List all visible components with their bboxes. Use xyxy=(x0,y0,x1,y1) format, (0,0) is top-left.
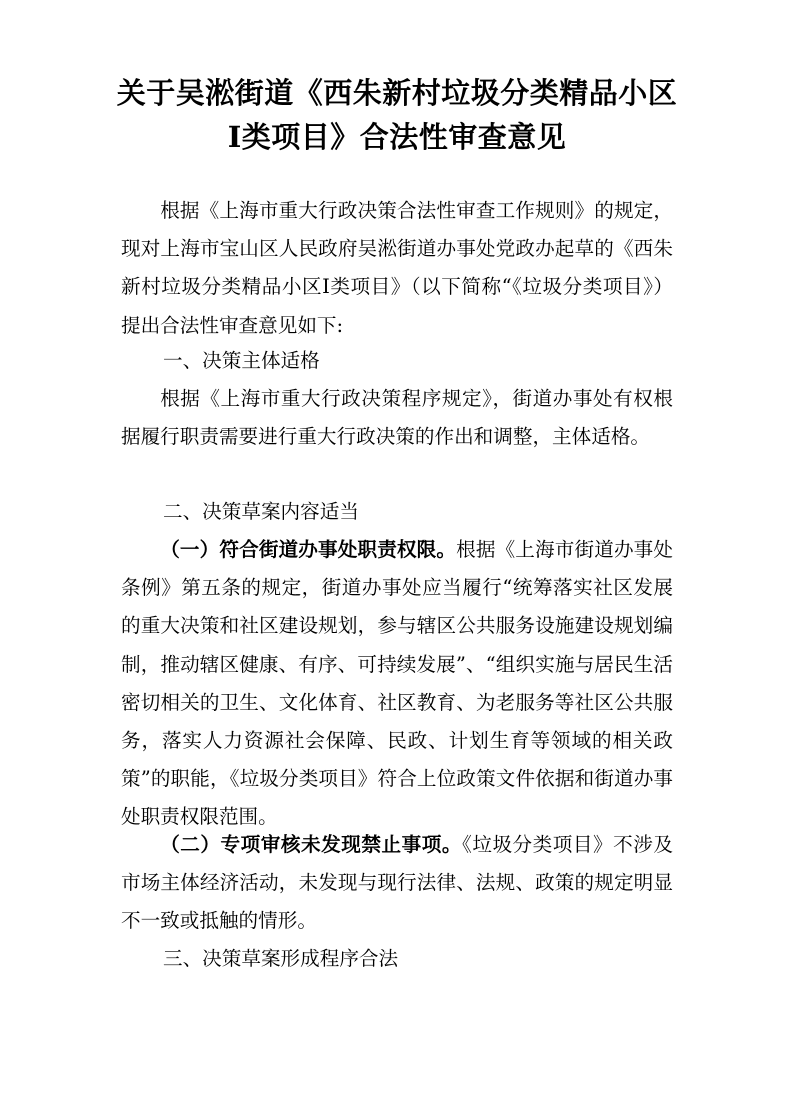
section2-item1-lead: （一）符合街道办事处职责权限。 xyxy=(160,538,457,561)
section2-item2-text: 《垃圾分类项目》不涉及市场主体经济活动，未发现与现行法律、法规、政策的规定明显不一致或抵触的情形。 xyxy=(121,833,673,933)
section1-paragraph: 根据《上海市重大行政决策程序规定》，街道办事处有权根据履行职责需要进行重大行政决策的作出和调整，主体适格。 xyxy=(121,387,673,449)
section3-heading: 三、决策草案形成程序合法 xyxy=(163,947,399,970)
section2-item2-paragraph xyxy=(121,826,673,941)
section2-heading: 二、决策草案内容适当 xyxy=(163,500,359,523)
section2-item1-paragraph xyxy=(121,531,673,837)
document-title-line2: Ⅰ类项目》合法性审查意见 xyxy=(227,120,567,154)
document-title-line1: 关于吴淞街道《西朱新村垃圾分类精品小区 xyxy=(116,76,678,110)
section1-heading: 一、决策主体适格 xyxy=(163,349,320,372)
section2-item1-text: 根据《上海市街道办事处条例》第五条的规定，街道办事处应当履行“统筹落实社区发展的重大决策和社区建设规划，参与辖区公共服务设施建设规划编制，推动辖区健康、有序、可持续发展”、“组织实施与居民生活密切相关的卫生、文化体育、社区教育、为老服务等社区公共服务，落实人力资源社会保障、民政、计划生育等领域的相关政策”的职能，《垃圾分类项目》符合上位政策文件依据和街道办事处职责权限范围。 xyxy=(121,538,674,829)
intro-paragraph: 根据《上海市重大行政决策合法性审查工作规则》的规定，现对上海市宝山区人民政府吴淞街道办事处党政办起草的《西朱新村垃圾分类精品小区Ⅰ类项目》（以下简称“《垃圾分类项目》）提出合法性审查意见如下: xyxy=(121,199,673,337)
section2-item2-lead: （二）专项审核未发现禁止事项。 xyxy=(160,833,462,856)
